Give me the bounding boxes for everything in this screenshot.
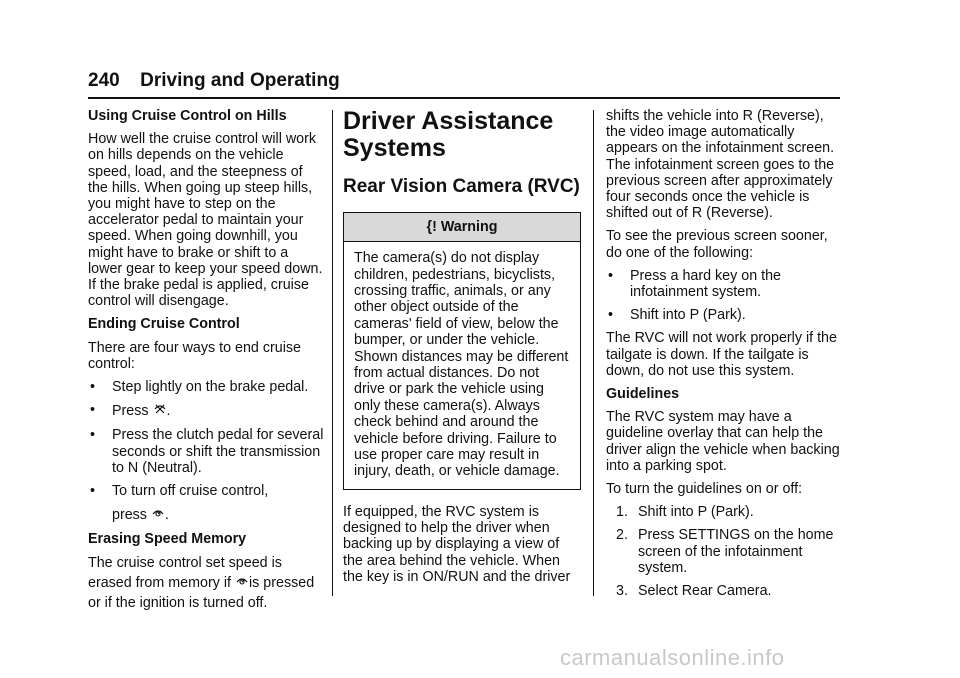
numbered-step: [606, 583, 840, 599]
period: .: [164, 507, 169, 524]
warning-box: [343, 212, 581, 490]
list-item: [88, 483, 324, 524]
bullet-mark: •: [90, 483, 96, 500]
erasing-heading: Erasing Speed Memory: [88, 531, 247, 548]
list-item-text: press: [112, 507, 147, 524]
step-number: 3.: [616, 583, 628, 600]
hills-heading: Using Cruise Control on Hills: [88, 108, 287, 124]
warning-header: [344, 213, 580, 242]
bullet-mark: •: [608, 267, 614, 284]
cruise-cancel-icon: [153, 402, 167, 420]
list-item-text: To turn off cruise control,: [112, 483, 269, 500]
period: .: [166, 403, 171, 420]
step-text: Press SETTINGS on the home screen of the infotainment system.: [638, 527, 834, 576]
column-divider-1: [332, 110, 333, 596]
erasing-line-1: The cruise control set speed is: [88, 554, 282, 571]
erasing-line-3: or if the ignition is turned off.: [88, 595, 268, 612]
warning-text: The camera(s) do not display children, pedestrians, bicyclists, crossing traffic, animals, or any other object outside of the cameras' field of view, below the bumper, or under the vehicle. Shown distances may be different from actual distances. Do not drive or park the vehicle using only these camera(s). Always check behind and around the vehicle before driving. Failure to use proper care may result in injury, death, or vehicle damage.: [354, 250, 569, 480]
column-divider-2: [593, 110, 594, 596]
previous-screen-intro: To see the previous screen sooner, do one of the following:: [606, 228, 828, 261]
chapter-heading: Driver Assistance Systems: [343, 107, 554, 162]
list-item: [606, 307, 840, 323]
bullet-mark: •: [90, 402, 96, 419]
step-number: 1.: [616, 504, 628, 521]
erasing-text: erased from memory if: [88, 574, 232, 591]
list-item-text: Press a hard key on the infotainment system.: [630, 267, 781, 301]
list-item-text: Step lightly on the brake pedal.: [112, 379, 309, 396]
section-title: Driving and Operating: [140, 70, 340, 91]
column-2: [343, 108, 581, 592]
list-item: [606, 268, 840, 300]
ending-intro: There are four ways to end cruise control:: [88, 339, 301, 372]
column-3: [606, 108, 840, 606]
tailgate-paragraph: The RVC will not work properly if the tailgate is down. If the tailgate is down, do not use this system.: [606, 330, 837, 379]
step-number: 2.: [616, 527, 628, 544]
bullet-mark: •: [608, 307, 614, 324]
hills-paragraph: How well the cruise control will work on hills depends on the vehicle speed, load, and the steepness of the hills. When going up steep hills, you might have to step on the accelerator pedal to maintain your speed. When going downhill, you might have to brake or shift to a lower gear to keep your speed down. If the brake pedal is applied, cruise control will disengage.: [88, 131, 323, 310]
numbered-step: [606, 504, 840, 520]
guidelines-heading: Guidelines: [606, 386, 680, 403]
section-heading: Rear Vision Camera (RVC): [343, 176, 580, 197]
list-item-text: Shift into P (Park).: [630, 307, 746, 324]
erasing-line-2: [88, 574, 324, 592]
list-item-text: Press the clutch pedal for several seconds or shift the transmission to N (Neutral).: [112, 427, 324, 476]
erasing-text: is pressed: [249, 574, 315, 591]
turn-guidelines-intro: To turn the guidelines on or off:: [606, 481, 803, 498]
list-item: [88, 427, 324, 476]
warning-label: Warning: [440, 219, 498, 235]
page-number: 240: [88, 70, 120, 91]
list-item: [88, 402, 324, 420]
guidelines-paragraph: The RVC system may have a guideline overlay that can help the driver align the vehicle when backing into a parking spot.: [606, 409, 840, 474]
step-text: Shift into P (Park).: [638, 504, 754, 521]
cruise-onoff-icon: [235, 574, 249, 592]
page-header: [88, 70, 840, 92]
step-text: Select Rear Camera.: [638, 583, 772, 600]
warning-icon: {!: [426, 219, 437, 235]
bullet-mark: •: [90, 427, 96, 444]
watermark: carmanualsonline.info: [560, 645, 785, 670]
column-1: [88, 108, 324, 618]
rvc-continued-paragraph: shifts the vehicle into R (Reverse), the video image automatically appears on the infotainment screen. The infotainment screen goes to the previous screen after approximately four seconds once the vehicle is shifted out of R (Reverse).: [606, 108, 835, 222]
bullet-mark: •: [90, 379, 96, 396]
ending-heading: Ending Cruise Control: [88, 316, 240, 333]
numbered-step: [606, 527, 840, 576]
list-item-text: Press: [112, 403, 149, 420]
cruise-onoff-icon: [151, 506, 165, 524]
header-rule: [88, 97, 840, 99]
rvc-paragraph: If equipped, the RVC system is designed to help the driver when backing up by displaying a view of the area behind the vehicle. When the key is in ON/RUN and the driver: [343, 503, 571, 585]
list-item: [88, 379, 324, 395]
